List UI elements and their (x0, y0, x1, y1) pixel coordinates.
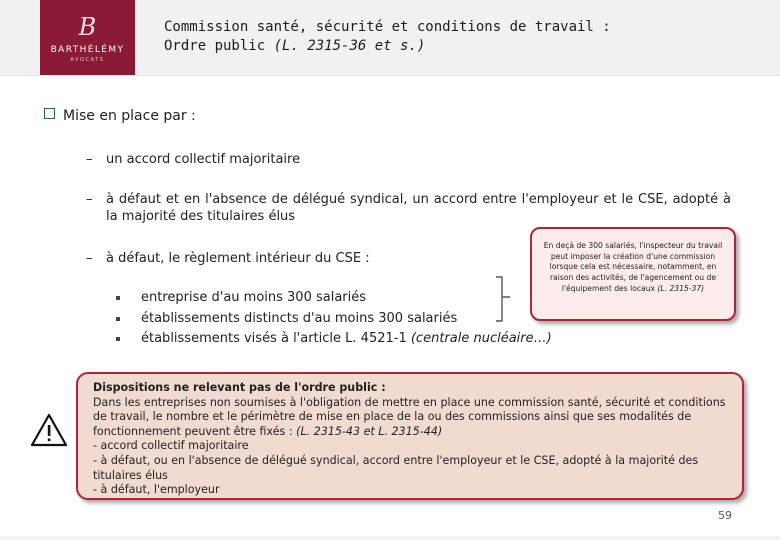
square-bullet-icon (116, 317, 120, 321)
list-item-text: à défaut et en l'absence de délégué syndical, un accord entre l'employeur et le CSE, adopté à la majorité des titulaires élus (106, 192, 731, 224)
sub-list-item-text: entreprise d'au moins 300 salariés (141, 290, 367, 305)
info-callout-text: En deçà de 300 salariés, l'inspecteur du travail peut imposer la création d'une commission lorsque cela est nécessaire, notamment, en raison des activités, de l'agencement ou de l'équipement des locaux (543, 241, 723, 293)
dispositions-body-text: Dans les entreprises non soumises à l'obligation de mettre en place une commission santé, sécurité et conditions de travail, le nombre et le périmètre de mise en place de la ou des commissions ainsi que ses modalités de fonctionnement peuvent être fixés : (93, 395, 726, 438)
dispositions-line: - à défaut, l'employeur (93, 483, 220, 497)
dash-marker: – (86, 152, 93, 167)
main-bullet-text: Mise en place par : (63, 108, 196, 124)
page-title-main: Ordre public (164, 38, 266, 54)
page-title-line2 (164, 37, 611, 56)
page-title (164, 18, 611, 56)
logo (40, 0, 135, 75)
main-bullet (44, 108, 196, 124)
list-item (86, 191, 731, 231)
sub-list-item-text: établissements distincts d'au moins 300 salariés (141, 310, 458, 326)
footer-rule (0, 536, 780, 540)
warning-triangle-icon (30, 412, 68, 448)
info-callout (530, 227, 736, 321)
info-callout-ref: (L. 2315-37) (657, 283, 705, 293)
sub-list-item-text: établissements visés à l'article L. 4521-1 (141, 331, 407, 346)
page-title-ref: (L. 2315-36 et s.) (273, 38, 426, 54)
right-brace-icon (494, 276, 514, 322)
sub-list-item-note: (centrale nucléaire…) (410, 331, 552, 346)
dispositions-body (93, 396, 728, 440)
checkbox-icon (44, 108, 55, 119)
page-title-line1: Commission santé, sécurité et conditions de travail : (164, 19, 611, 35)
page-number: 59 (718, 509, 732, 522)
logo-name: BARTHÉLÉMY (50, 45, 125, 55)
dispositions-line: - accord collectif majoritaire (93, 439, 249, 453)
dash-marker: – (86, 192, 93, 207)
list-item-text: à défaut, le règlement intérieur du CSE : (106, 251, 370, 266)
dispositions-box (76, 372, 744, 500)
square-bullet-icon (116, 296, 120, 300)
dispositions-body-ref: (L. 2315-43 et L. 2315-44) (296, 424, 443, 438)
dash-marker: – (86, 251, 93, 266)
header-bar (0, 0, 780, 76)
dispositions-line: - à défaut, ou en l'absence de délégué syndical, accord entre l'employeur et le CSE, adopté à la majorité des titulaires élus (93, 453, 699, 482)
square-bullet-icon (116, 337, 120, 341)
sub-list-item-text-wrap (141, 329, 552, 350)
logo-tagline: AVOCATS (70, 57, 105, 63)
dispositions-heading: Dispositions ne relevant pas de l'ordre public : (93, 381, 386, 394)
logo-mark: B (78, 13, 97, 41)
list-item-text: un accord collectif majoritaire (106, 152, 301, 167)
